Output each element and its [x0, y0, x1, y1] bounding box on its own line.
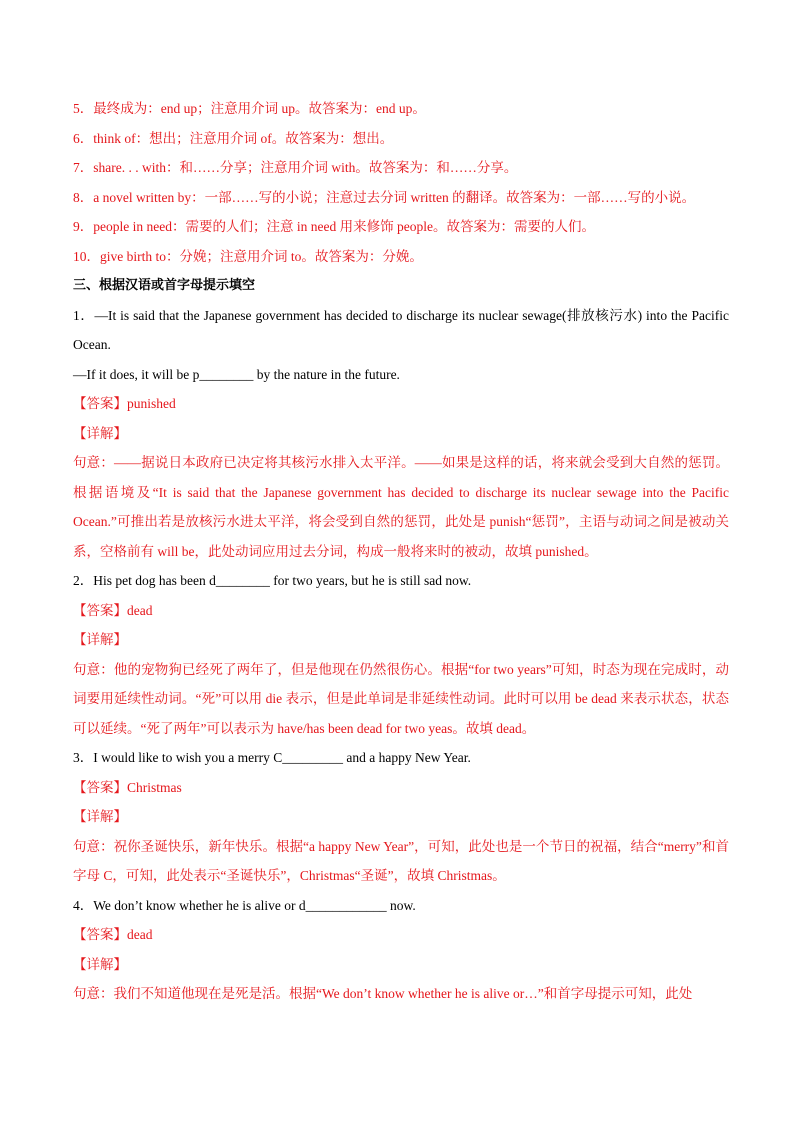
question-3-text: 3．I would like to wish you a merry C_________ and a happy New Year.: [73, 750, 471, 765]
question-2-explanation: 句意：他的宠物狗已经死了两年了，但是他现在仍然很伤心。根据“for two years”可知，时态为现在完成时，动词要用延续性动词。“死”可以用 die 表示，但是此单词是非延续性动词。此时可以用 be dead 来表示状态，状态可以延续。“死了两年”可以表示为 have/has been dead for two yeas。故填 dead。: [73, 661, 729, 736]
answer-item-6: 6．think of：想出；注意用介词 of。故答案为：想出。: [73, 130, 394, 146]
answer-item-10: 10．give birth to：分娩；注意用介词 to。故答案为：分娩。: [73, 248, 423, 264]
section-heading: 三、根据汉语或首字母提示填空: [73, 278, 256, 293]
question-4-explanation: 句意：我们不知道他现在是死是活。根据“We don’t know whether he is alive or…”和首字母提示可知，此处: [73, 986, 693, 1001]
question-3-explanation: 句意：祝你圣诞快乐，新年快乐。根据“a happy New Year”，可知，此处也是一个节日的祝福，结合“merry”和首字母 C，可知，此处表示“圣诞快乐”，Christmas“圣诞”，故填 Christmas。: [73, 838, 729, 883]
answer-item-7: 7．share. . . with：和……分享；注意用介词 with。故答案为：和……分享。: [73, 160, 518, 175]
question-2-text: 2．His pet dog has been d________ for two years, but he is still sad now.: [73, 573, 472, 588]
question-2-answer: 【答案】dead: [73, 602, 153, 618]
question-3-detail-label: 【详解】: [73, 809, 127, 824]
answer-item-5: 5．最终成为：end up；注意用介词 up。故答案为：end up。: [73, 101, 426, 116]
question-4-answer: 【答案】dead: [73, 927, 153, 942]
question-2-detail-label: 【详解】: [73, 632, 127, 647]
question-1-detail-label: 【详解】: [73, 425, 127, 441]
question-1-answer: 【答案】punished: [73, 396, 176, 411]
question-3-answer: 【答案】Christmas: [73, 779, 182, 795]
question-1-text: 1．—It is said that the Japanese government has decided to discharge its nuclear sewage(排放核污水) into the Pacific Ocean.: [73, 307, 729, 352]
answer-item-9: 9．people in need：需要的人们；注意 in need 用来修饰 people。故答案为：需要的人们。: [73, 219, 595, 234]
page-content: [73, 94, 729, 1009]
question-4-detail-label: 【详解】: [73, 956, 127, 972]
question-1-text-line2: —If it does, it will be p________ by the nature in the future.: [73, 366, 400, 382]
answer-item-8: 8．a novel written by：一部……写的小说；注意过去分词 written 的翻译。故答案为：一部……写的小说。: [73, 189, 696, 205]
question-4-text: 4．We don’t know whether he is alive or d____________ now.: [73, 897, 416, 913]
question-1-explanation: 句意：——据说日本政府已决定将其核污水排入太平洋。——如果是这样的话，将来就会受到大自然的惩罚。根据语境及“It is said that the Japanese government has decided to discharge its nuclear sewage into the Pacific Ocean.”可推出若是放核污水进太平洋，将会受到自然的惩罚，此处是 punish“惩罚”，主语与动词之间是被动关系，空格前有 will be，此处动词应用过去分词，构成一般将来时的被动，故填 punished。: [73, 455, 729, 559]
